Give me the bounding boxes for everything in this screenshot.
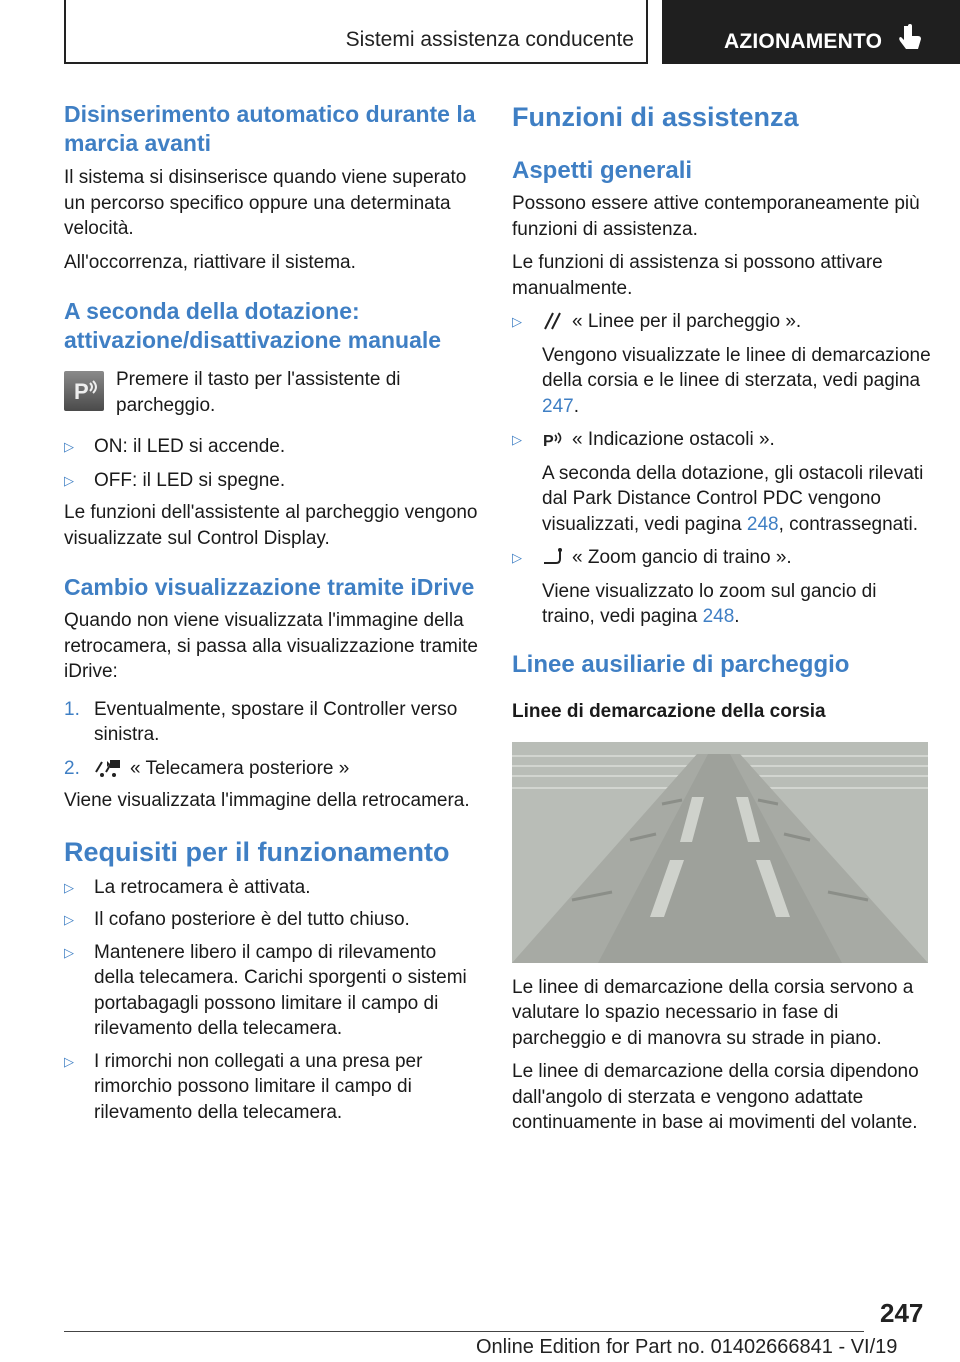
triangle-bullet-icon: ▷ — [64, 472, 74, 488]
parking-lines-icon — [542, 311, 564, 331]
footer-divider — [64, 1331, 864, 1332]
triangle-bullet-icon: ▷ — [64, 944, 74, 960]
list-item: ▷ « Linee per il parcheggio ». Vengono visualizzate le linee di demarcazione della corsia e le linee di sterzata, vedi pagina 247. — [512, 309, 932, 419]
right-column — [512, 100, 932, 1136]
paragraph: Il sistema si disinserisce quando viene superato un percorso specifico oppure una determinata velocità. — [64, 167, 467, 239]
paragraph: Quando non viene visualizzata l'immagine della retrocamera, si passa alla visualizzazione tramite iDrive: — [64, 610, 478, 682]
obstacle-indicator-icon — [542, 429, 564, 449]
triangle-bullet-icon: ▷ — [512, 432, 522, 447]
list-item: ▷ I rimorchi non collegati a una presa per rimorchio possono limitare il campo di rilevamento della telecamera. — [64, 1049, 480, 1126]
item-description: A seconda della dotazione, gli ostacoli rilevati dal Park Distance Control PDC vengono visualizzati, vedi pagina 248, contrassegnati. — [542, 462, 924, 535]
list-item: 1. Eventualmente, spostare il Controller verso sinistra. — [64, 698, 458, 745]
edition-note: Online Edition for Part no. 01402666841 - VI/19 — [476, 1336, 898, 1358]
rear-camera-icon — [94, 758, 122, 778]
list-item: 2. « Telecamera posteriore » — [64, 757, 350, 779]
paragraph: Le funzioni di assistenza si possono attivare manualmente. — [512, 252, 883, 299]
svg-text:P: P — [543, 433, 554, 449]
hand-pointer-icon — [898, 24, 924, 52]
assist-list — [512, 309, 932, 630]
item-description: Viene visualizzato lo zoom sul gancio di traino, vedi pagina 248. — [542, 580, 877, 627]
triangle-bullet-icon: ▷ — [512, 314, 522, 329]
page-number: 247 — [880, 1298, 924, 1328]
requirements-list — [64, 875, 480, 1126]
led-list — [64, 434, 480, 493]
header-section-title: Sistemi assistenza conducente — [345, 28, 634, 51]
list-item: ▷ P « Indicazione ostacoli ». A seconda della dotazione, gli ostacoli rilevati dal Park Distance Control PDC vengono visualizzati, vedi pagina 248, contrassegnati. — [512, 427, 932, 537]
paragraph: Possono essere attive contemporaneamente più funzioni di assistenza. — [512, 193, 920, 240]
paragraph: Le funzioni dell'assistente al parcheggio vengono visualizzate sul Control Display. — [64, 502, 478, 549]
triangle-bullet-icon: ▷ — [64, 1053, 74, 1069]
page-link[interactable]: 248 — [702, 606, 735, 627]
triangle-bullet-icon: ▷ — [64, 439, 74, 454]
svg-text:P: P — [74, 379, 89, 404]
lane-lines-illustration — [512, 742, 928, 963]
heading-manual-toggle: A seconda della dotazione: attivazione/disattivazione manuale — [64, 298, 442, 353]
header-section-box — [64, 0, 648, 64]
button-instruction — [64, 369, 480, 418]
item-description: Vengono visualizzate le linee di demarcazione della corsia e le linee di sterzata, vedi pagina 247. — [542, 344, 931, 417]
list-item: ▷ OFF: il LED si spegne. — [64, 468, 480, 494]
paragraph: Le linee di demarcazione della corsia dipendono dall'angolo di sterzata e vengono adattate continuamente in base ai movimenti del volante. — [512, 1061, 919, 1133]
list-item: ▷ Mantenere libero il campo di rilevamento della telecamera. Carichi sporgenti o sistemi portabagagli possono limitare il campo di rilevamento della telecamera. — [64, 940, 480, 1042]
header-chapter-box — [662, 0, 960, 64]
header-chapter-title: AZIONAMENTO — [724, 30, 883, 53]
heading-requirements: Requisiti per il funzionamento — [64, 836, 450, 867]
paragraph: Viene visualizzata l'immagine della retrocamera. — [64, 790, 470, 811]
heading-auto-disable: Disinserimento automatico durante la marcia avanti — [64, 101, 476, 156]
button-instruction-text: Premere il tasto per l'assistente di parcheggio. — [116, 369, 401, 416]
heading-general: Aspetti generali — [512, 157, 693, 184]
left-column — [64, 100, 480, 1125]
list-item: ▷ Il cofano posteriore è del tutto chiuso. — [64, 907, 480, 933]
page-link[interactable]: 248 — [746, 513, 779, 535]
heading-idrive-switch: Cambio visualizzazione tramite iDrive — [64, 574, 475, 600]
tow-hitch-icon — [542, 547, 564, 567]
list-item: ▷ La retrocamera è attivata. — [64, 875, 480, 901]
list-item: ▷ « Zoom gancio di traino ». Viene visualizzato lo zoom sul gancio di traino, vedi pagina 248. — [512, 545, 932, 630]
paragraph: All'occorrenza, riattivare il sistema. — [64, 251, 356, 273]
paragraph: Le linee di demarcazione della corsia servono a valutare lo spazio necessario in fase di parcheggio e di manovra su strade in piano. — [512, 976, 914, 1049]
heading-parking-lines: Linee ausiliarie di parcheggio — [512, 650, 850, 678]
steps-list — [64, 697, 480, 782]
list-item: ▷ ON: il LED si accende. — [64, 434, 480, 460]
heading-assist-functions: Funzioni di assistenza — [512, 102, 799, 132]
triangle-bullet-icon: ▷ — [64, 912, 74, 927]
triangle-bullet-icon: ▷ — [512, 550, 522, 565]
triangle-bullet-icon: ▷ — [64, 879, 74, 895]
park-assist-button-icon — [64, 371, 104, 411]
heading-lane-lines: Linee di demarcazione della corsia — [512, 700, 826, 722]
page-link[interactable]: 247 — [542, 395, 574, 417]
